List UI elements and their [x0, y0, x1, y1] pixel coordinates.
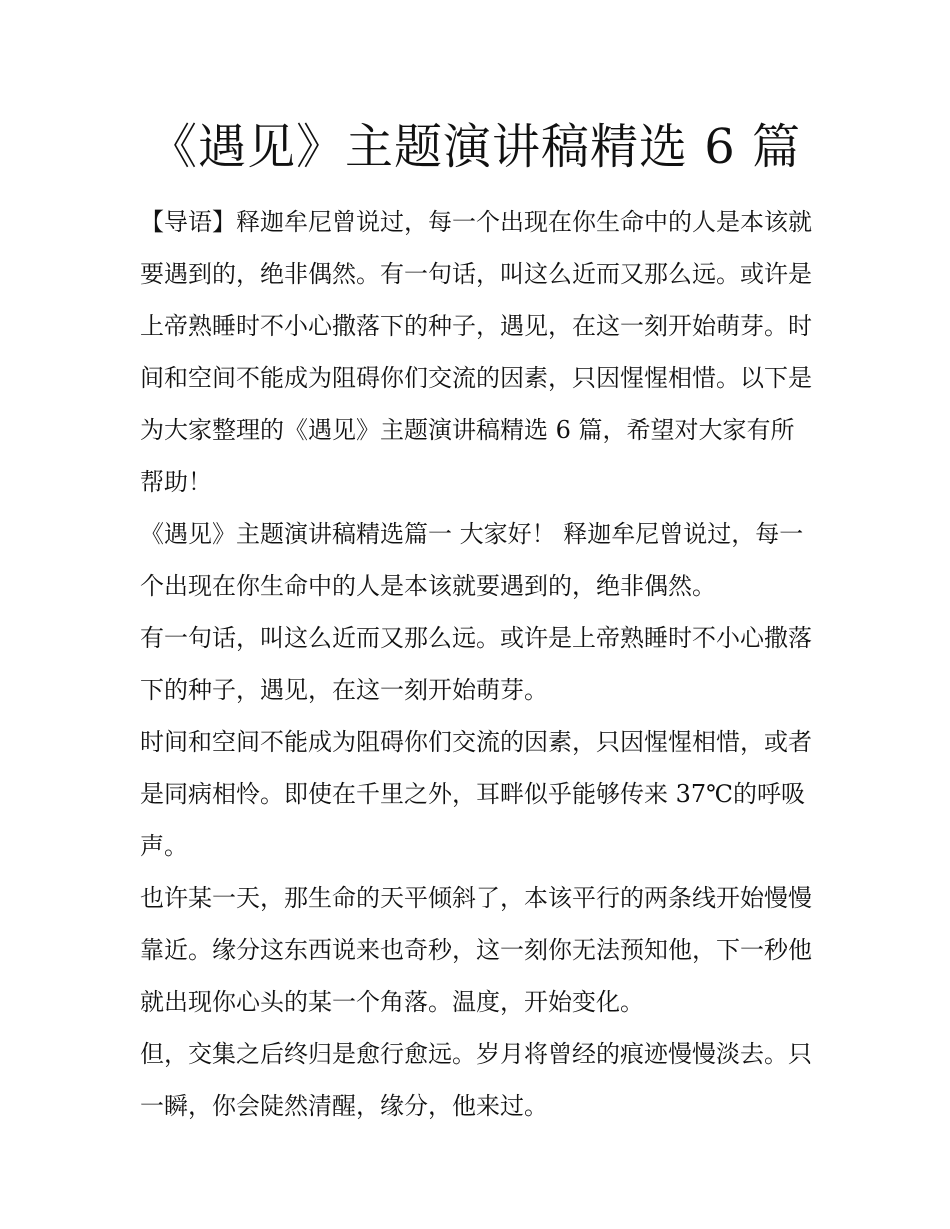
paragraph: 但，交集之后终归是愈行愈远。岁月将曾经的痕迹慢慢淡去。只一瞬，你会陡然清醒，缘分，他来过。 — [140, 1040, 812, 1120]
paragraph: 时间和空间不能成为阻碍你们交流的因素，只因惺惺相惜，或者是同病相怜。即使在千里之外，耳畔似乎能够传来 37℃的呼吸声。 — [140, 728, 812, 860]
paragraph: 有一句话，叫这么近而又那么远。或许是上帝熟睡时不小心撒落下的种子，遇见，在这一刻开始萌芽。 — [140, 624, 812, 704]
paragraph: 《遇见》主题演讲稿精选篇一 大家好！ 释迦牟尼曾说过，每一个出现在你生命中的人是本该就要遇到的，绝非偶然。 — [140, 520, 804, 600]
paragraph: 也许某一天，那生命的天平倾斜了，本该平行的两条线开始慢慢靠近。缘分这东西说来也奇秒，这一刻你无法预知他，下一秒他就出现你心头的某一个角落。温度，开始变化。 — [140, 884, 812, 1016]
document-title: 《遇见》主题演讲稿精选 6 篇 — [148, 119, 802, 175]
paragraph-intro: 【导语】释迦牟尼曾说过，每一个出现在你生命中的人是本该就要遇到的，绝非偶然。有一句话，叫这么近而又那么远。或许是上帝熟睡时不小心撒落下的种子，遇见，在这一刻开始萌芽。时间和空间不能成为阻碍你们交流的因素，只因惺惺相惜。以下是为大家整理的《遇见》主题演讲稿精选 6 篇，希望对大家有所帮助！ — [140, 208, 812, 496]
document-body — [140, 196, 815, 1132]
